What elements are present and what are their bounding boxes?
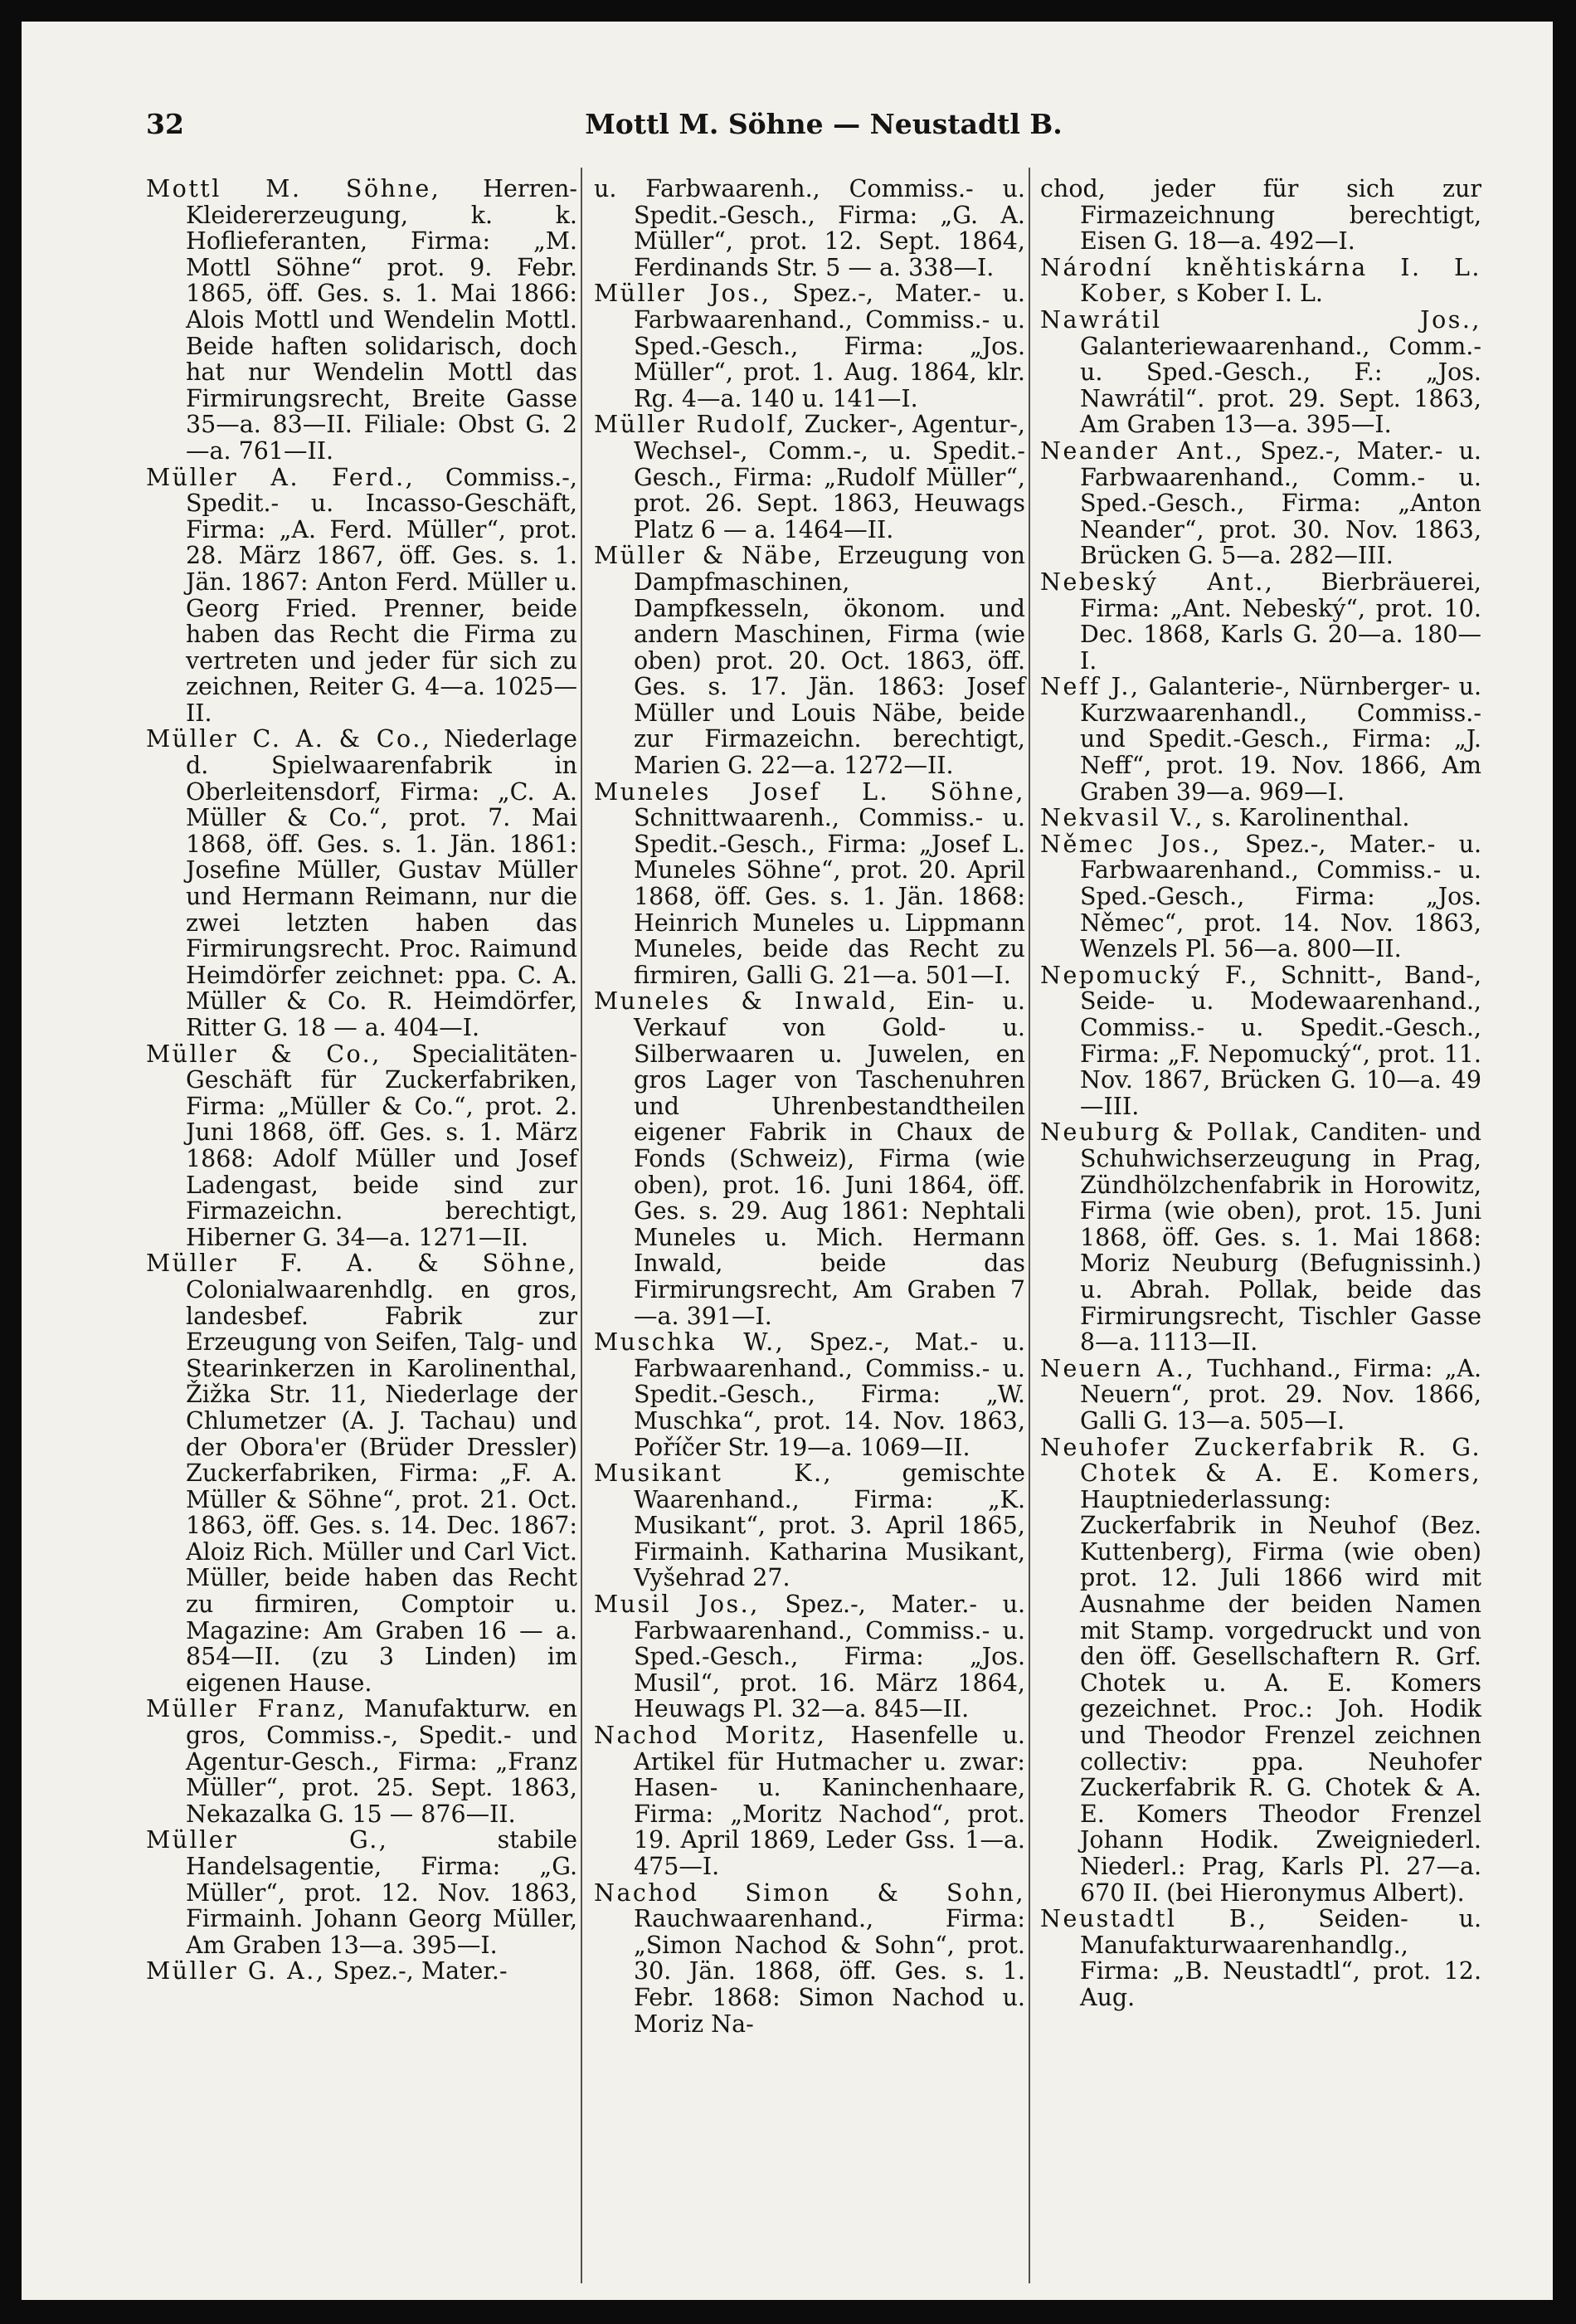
directory-entry — [594, 1460, 1025, 1591]
directory-entry — [146, 1958, 577, 1985]
entry-name: Nekvasil V., — [1040, 804, 1204, 832]
entry-text: gemischte Waarenhand., Firma: „K. Musikant“, prot. 3. April 1865, Firmainh. Katharina Musikant, Vyšehrad 27. — [634, 1459, 1025, 1592]
entry-name: Muneles Josef L. Söhne, — [594, 777, 1025, 806]
entry-name: Müller G., — [146, 1826, 389, 1854]
directory-entry — [594, 779, 1025, 989]
entry-name: Müller & Co., — [146, 1040, 382, 1068]
entry-name: Müller F. A. & Söhne, — [146, 1250, 577, 1278]
directory-entry — [594, 412, 1025, 543]
entry-text: Spez.-, Mater.- u. Farbwaarenhand., Commiss.- u. Sped.-Gesch., Firma: „Jos. Müller“, prot. 1. Aug. 1864, klr. Rg. 4—a. 140 u. 141—I. — [634, 280, 1025, 412]
entry-text: u. Farbwaarenh., Commiss.- u. Spedit.-Gesch., Firma: „G. A. Müller“, prot. 12. Sept. 1864, Ferdinands Str. 5 — a. 338—I. — [594, 175, 1025, 281]
entry-text: Spez.-, Mater.- u. Farbwaarenhand., Comm.- u. Sped.-Gesch., Firma: „Anton Neander“, prot. 30. Nov. 1863, Brücken G. 5—a. 282—III. — [1080, 436, 1481, 570]
entry-text: s Kober I. L. — [1169, 280, 1323, 308]
entry-name: Neff J., — [1040, 673, 1141, 701]
entry-name: Národní kněhtiskárna I. L. Kober, — [1040, 253, 1481, 308]
entry-text: Canditen- und Schuhwichserzeugung in Prag, Zündhölzchenfabrik in Horowitz, Firma (wie oben), prot. 15. Juni 1868, öff. Ges. s. 1. Mai 1868: Moriz Neuburg (Befugnissinh.) u. Abrah. Pollak, beide das Firmirungsrecht, Tischler Gasse 8—a. 1113—II. — [1080, 1118, 1482, 1357]
entry-name: Muschka W., — [594, 1328, 786, 1357]
entry-text: Manufakturw. en gros, Commiss.-, Spedit.- und Agentur-Gesch., Firma: „Franz Müller“, prot. 25. Sept. 1863, Nekazalka G. 15 — 876—II. — [186, 1695, 577, 1828]
entry-text: Commiss.-, Spedit.- u. Incasso-Geschäft, Firma: „A. Ferd. Müller“, prot. 28. März 1867, öff. Ges. s. 1. Jän. 1867: Anton Ferd. Müller u. Georg Fried. Prenner, beide haben das Recht die Firma zu vertreten und jeder für sich zu zeichnen, Reiter G. 4—a. 1025—II. — [186, 463, 577, 727]
entry-text: Galanterie-, Nürnberger- u. Kurzwaarenhandl., Commiss.- und Spedit.-Gesch., Firma: „J. Neff“, prot. 19. Nov. 1866, Am Graben 39—a. 969—I. — [1080, 673, 1482, 806]
directory-entry — [1040, 1356, 1481, 1435]
entry-text: Hasenfelle u. Artikel für Hutmacher u. zwar: Hasen- u. Kaninchenhaare, Firma: „Moritz Nachod“, prot. 19. April 1869, Leder Gss. 1—a. 475—I. — [634, 1722, 1025, 1880]
entry-name: Neuburg & Pollak, — [1040, 1118, 1301, 1147]
directory-entry — [146, 726, 577, 1040]
directory-entry — [1040, 1435, 1481, 1907]
entry-text: Spez.-, Mater.- u. Farbwaarenhand., Commiss.- u. Sped.-Gesch., Firma: „Jos. Musil“, prot. 16. März 1864, Heuwags Pl. 32—a. 845—II. — [634, 1591, 1025, 1723]
directory-entry — [1040, 1906, 1481, 2010]
directory-entry — [146, 1696, 577, 1827]
entry-text: Niederlage d. Spielwaarenfabrik in Oberleitensdorf, Firma: „C. A. Müller & Co.“, prot. 7. Mai 1868, öff. Ges. s. 1. Jän. 1861: Josefine Müller, Gustav Müller und Hermann Reimann, nur die zwei letzten haben das Firmirungsrecht. Proc. Raimund Heimdörfer zeichnet: ppa. C. A. Müller & Co. R. Heimdörfer, Ritter G. 18 — a. 404—I. — [186, 725, 577, 1041]
directory-entry — [1040, 307, 1481, 438]
entry-text: stabile Handelsagentie, Firma: „G. Müller“, prot. 12. Nov. 1863, Firmainh. Johann Georg Müller, Am Graben 13—a. 395—I. — [186, 1826, 577, 1959]
entry-text: Galanteriewaarenhand., Comm.- u. Sped.-Gesch., F.: „Jos. Nawrátil“. prot. 29. Sept. 1863, Am Graben 13—a. 395—I. — [1080, 332, 1481, 439]
entry-text: Colonialwaarenhdlg. en gros, landesbef. Fabrik zur Erzeugung von Seifen, Talg- und Stearinkerzen in Karolinenthal, Žižka Str. 11, Niederlage der Chlumetzer (A. J. Tachau) und der Obora'er (Brüder Dressler) Zuckerfabriken, Firma: „F. A. Müller & Söhne“, prot. 21. Oct. 1863, öff. Ges. s. 14. Dec. 1867: Aloiz Rich. Müller und Carl Vict. Müller, beide haben das Recht zu firmiren, Comptoir u. Magazine: Am Graben 16 — a. 854—II. (zu 3 Linden) im eigenen Hause. — [186, 1275, 577, 1697]
directory-entry — [594, 1722, 1025, 1880]
directory-entry — [146, 176, 577, 465]
entry-text: Herren-Kleidererzeugung, k. k. Hoflieferanten, Firma: „M. Mottl Söhne“ prot. 9. Febr. 1865, öff. Ges. s. 1. Mai 1866: Alois Mottl und Wendelin Mottl. Beide haften solidarisch, doch hat nur Wendelin Mottl das Firmirungsrecht, Breite Gasse 35—a. 83—II. Filiale: Obst G. 2—a. 761—II. — [186, 175, 577, 465]
entry-text: Ein- u. Verkauf von Gold- u. Silberwaaren u. Juwelen, en gros Lager von Taschenuhren und Uhrenbestandtheilen eigener Fabrik in Chaux de Fonds (Schweiz), Firma (wie oben), prot. 16. Juni 1864, öff. Ges. s. 29. Aug 1861: Nephtali Muneles u. Mich. Hermann Inwald, beide das Firmirungsrecht, Am Graben 7—a. 391—I. — [634, 987, 1025, 1330]
entry-name: Nawrátil Jos., — [1040, 305, 1481, 334]
entry-name: Mottl M. Söhne, — [146, 175, 441, 202]
directory-entry — [1040, 1119, 1481, 1355]
directory-entry — [1040, 255, 1481, 307]
directory-entry — [594, 543, 1025, 778]
entry-text: chod, jeder für sich zur Firmazeichnung berechtigt, Eisen G. 18—a. 492—I. — [1040, 175, 1481, 256]
entry-name: Neuern A., — [1040, 1354, 1195, 1382]
entry-name: Neustadtl B., — [1040, 1905, 1268, 1933]
directory-entry — [594, 1880, 1025, 2038]
entry-text: Hauptniederlassung: Zuckerfabrik in Neuhof (Bez. Kuttenberg), Firma (wie oben) prot. 12. Juli 1866 wird mit Ausnahme der beiden Namen mit Stamp. vorgedruckt und von den öff. Gesellschaftern R. Grf. Chotek u. A. E. Komers gezeichnet. Proc.: Joh. Hodik und Theodor Frenzel zeichnen collectiv: ppa. Neuhofer Zuckerfabrik R. G. Chotek & A. E. Komers Theodor Frenzel Johann Hodik. Zweigniederl. Niederl.: Prag, Karls Pl. 27—a. 670 II. (bei Hieronymus Albert). — [1080, 1485, 1481, 1907]
entry-name: Müller & Näbe, — [594, 542, 824, 570]
entry-text: Spez.-, Mater.- u. Farbwaarenhand., Commiss.- u. Sped.-Gesch., Firma: „Jos. Němec“, prot. 14. Nov. 1863, Wenzels Pl. 56—a. 800—II. — [1080, 830, 1482, 963]
entry-text: Schnittwaarenh., Commiss.- u. Spedit.-Gesch., Firma: „Josef L. Muneles Söhne“, prot. 20. April 1868, öff. Ges. s. 1. Jän. 1868: Heinrich Muneles u. Lippmann Muneles, beide das Recht zu firmiren, Galli G. 21—a. 501—I. — [634, 804, 1025, 989]
entry-text: Seiden- u. Manufakturwaarenhandlg., Firma: „B. Neustadtl“, prot. 12. Aug. — [1080, 1905, 1481, 2011]
directory-entry — [594, 176, 1025, 280]
entry-name: Musil Jos., — [594, 1591, 760, 1619]
directory-entry — [1040, 831, 1481, 962]
directory-entry — [594, 1591, 1025, 1722]
entry-name: Müller Franz, — [146, 1695, 348, 1723]
directory-entry — [146, 1041, 577, 1251]
column-3 — [1040, 176, 1481, 2011]
directory-entry — [146, 465, 577, 727]
entry-name: Nachod Moritz, — [594, 1722, 827, 1750]
entry-name: Neuhofer Zuckerfabrik R. G. Chotek & A. E. Komers, — [1040, 1433, 1481, 1488]
column-2 — [594, 176, 1025, 2037]
entry-name: Musikant K., — [594, 1459, 834, 1488]
directory-entry — [594, 280, 1025, 412]
entry-name: Müller G. A., — [146, 1957, 326, 1985]
entry-text: Bierbräuerei, Firma: „Ant. Nebeský“, prot. 10. Dec. 1868, Karls G. 20—a. 180—I. — [1080, 568, 1481, 675]
directory-entry — [146, 1250, 577, 1696]
entry-name: Müller C. A. & Co., — [146, 725, 432, 753]
directory-entry — [1040, 674, 1481, 805]
directory-entry — [1040, 805, 1481, 831]
directory-entry — [1040, 438, 1481, 569]
entry-text: s. Karolinenthal. — [1204, 804, 1410, 832]
page-number: 32 — [146, 108, 184, 140]
directory-entry — [1040, 962, 1481, 1120]
entry-name: Müller A. Ferd., — [146, 463, 416, 491]
entry-name: Nepomucký F., — [1040, 961, 1259, 989]
entry-name: Němec Jos., — [1040, 830, 1222, 858]
entry-name: Nachod Simon & Sohn, — [594, 1878, 1025, 1907]
directory-entry — [594, 1329, 1025, 1460]
page-header — [146, 108, 1501, 148]
directory-entry — [594, 988, 1025, 1329]
entry-text: Specialitäten-Geschäft für Zuckerfabriken, Firma: „Müller & Co.“, prot. 2. Juni 1868, öff. Ges. s. 1. März 1868: Adolf Müller und Josef Ladengast, beide sind zur Firmazeichn. berechtigt, Hiberner G. 34—a. 1271—II. — [186, 1040, 577, 1251]
entry-name: Muneles & Inwald, — [594, 987, 898, 1016]
entry-text: Spez.-, Mat.- u. Farbwaarenhand., Commiss.- u. Spedit.-Gesch., Firma: „W. Muschka“, prot. 14. Nov. 1863, Poříčer Str. 19—a. 1069—II. — [634, 1328, 1025, 1461]
entry-name: Müller Jos., — [594, 280, 771, 308]
running-head: Mottl M. Söhne — Neustadtl B. — [585, 108, 1063, 140]
entry-name: Müller Rudolf, — [594, 411, 796, 439]
entry-text: Zucker-, Agentur-, Wechsel-, Comm.-, u. Spedit.-Gesch., Firma: „Rudolf Müller“, prot. 26. Sept. 1863, Heuwags Platz 6 — a. 1464—II. — [634, 411, 1025, 543]
directory-entry — [146, 1827, 577, 1958]
directory-entry — [1040, 569, 1481, 674]
entry-name: Nebeský Ant., — [1040, 568, 1275, 596]
entry-text: Rauchwaarenhand., Firma: „Simon Nachod & Sohn“, prot. 30. Jän. 1868, öff. Ges. s. 1. Febr. 1868: Simon Nachod u. Moriz Na- — [634, 1905, 1025, 2038]
entry-text: Schnitt-, Band-, Seide- u. Modewaarenhand., Commiss.- u. Spedit.-Gesch., Firma: „F. Nepomucký“, prot. 11. Nov. 1867, Brücken G. 10—a. 49—III. — [1080, 961, 1481, 1120]
entry-text: Erzeugung von Dampfmaschinen, Dampfkesseln, ökonom. und andern Maschinen, Firma (wie oben) prot. 20. Oct. 1863, öff. Ges. s. 17. Jän. 1863: Josef Müller und Louis Näbe, beide zur Firmazeichn. berechtigt, Marien G. 22—a. 1272—II. — [634, 542, 1025, 780]
entry-name: Neander Ant., — [1040, 436, 1245, 465]
column-rule — [581, 168, 582, 2283]
directory-entry — [1040, 176, 1481, 255]
column-1 — [146, 176, 577, 1985]
directory-page — [22, 22, 1553, 2300]
entry-text: Tuchhand., Firma: „A. Neuern“, prot. 29. Nov. 1866, Galli G. 13—a. 505—I. — [1080, 1354, 1482, 1435]
entry-text: Spez.-, Mater.- — [325, 1957, 508, 1985]
column-rule — [1029, 168, 1030, 2283]
